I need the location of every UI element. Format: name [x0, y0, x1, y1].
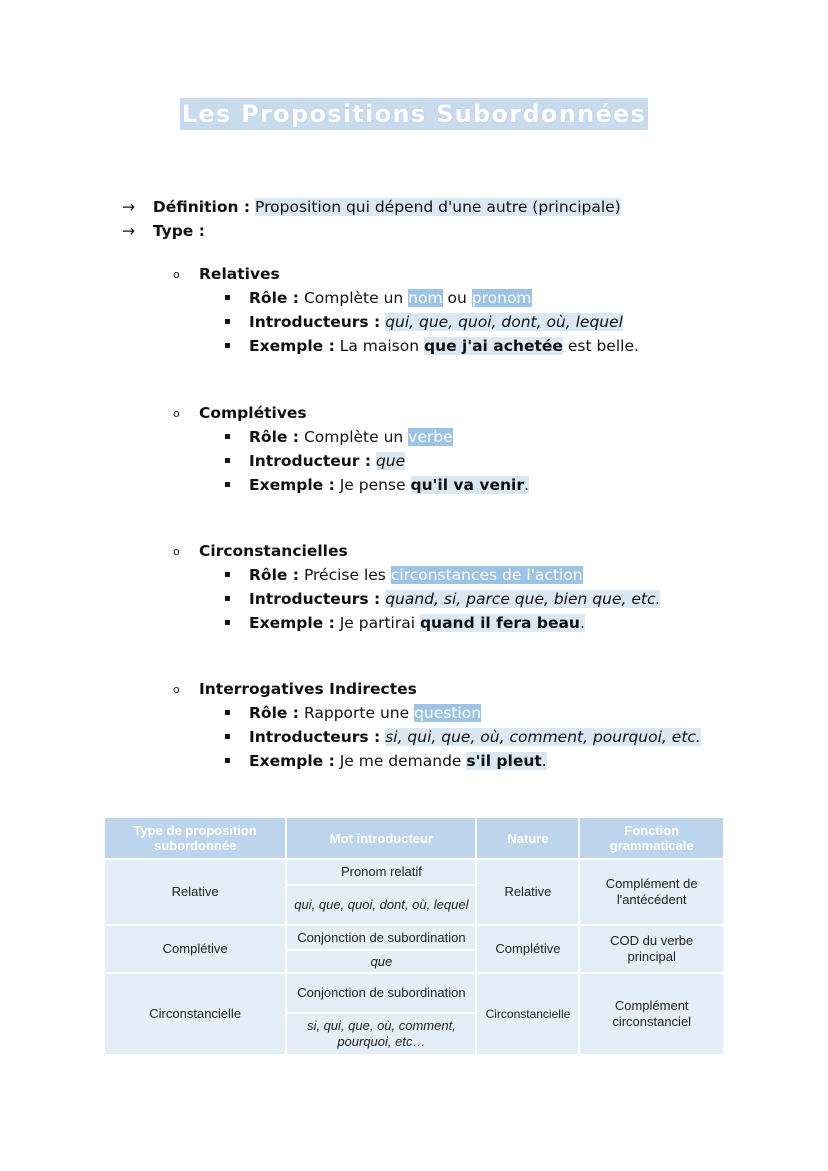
- nature-cell: Relative: [476, 859, 579, 925]
- introducers-text: quand, si, parce que, bien que, etc.: [385, 590, 661, 608]
- introducer-cell: Pronom relatif: [286, 859, 476, 885]
- example-label: Exemple :: [249, 476, 335, 494]
- table-header-row: [104, 817, 724, 859]
- example-label: Exemple :: [249, 752, 335, 770]
- role-highlight: circonstances de l'action: [390, 566, 583, 584]
- role-label: Rôle :: [249, 428, 300, 446]
- example-label: Exemple :: [249, 337, 335, 355]
- square-bullet-icon: ▪: [224, 431, 231, 442]
- square-bullet-icon: ▪: [224, 617, 231, 628]
- example-highlight: s'il pleut: [466, 752, 542, 770]
- introducers-label: Introducteurs :: [249, 590, 381, 608]
- square-bullet-icon: ▪: [224, 593, 231, 604]
- table-row: [104, 925, 724, 950]
- section-heading: Complétives: [199, 404, 307, 422]
- introducers-label: Introducteur :: [249, 452, 372, 470]
- example-highlight: que j'ai achetée: [424, 337, 563, 355]
- role-label: Rôle :: [249, 289, 300, 307]
- function-cell: Complément circonstanciel: [579, 973, 724, 1055]
- example-text: est belle.: [567, 337, 639, 355]
- role-highlight: question: [414, 704, 482, 722]
- introducers-label: Introducteurs :: [249, 728, 381, 746]
- example-highlight: qu'il va venir: [410, 476, 524, 494]
- type-cell: Complétive: [104, 925, 286, 973]
- square-bullet-icon: ▪: [224, 707, 231, 718]
- page-title: Les Propositions Subordonnées: [181, 100, 647, 128]
- example-text: .: [541, 752, 547, 770]
- page-title-wrap: [0, 100, 828, 128]
- circle-bullet-icon: o: [173, 268, 180, 281]
- table-row: [104, 973, 724, 1013]
- table-row: [104, 859, 724, 885]
- square-bullet-icon: ▪: [224, 569, 231, 580]
- role-text: ou: [447, 289, 467, 307]
- role-label: Rôle :: [249, 566, 300, 584]
- introducer-examples-cell: que: [286, 950, 476, 973]
- square-bullet-icon: ▪: [224, 292, 231, 303]
- role-line: [249, 702, 481, 724]
- column-header: Nature: [476, 817, 579, 859]
- introducer-examples-cell: qui, que, quoi, dont, où, lequel: [286, 885, 476, 925]
- nature-cell: Circonstancielle: [476, 973, 579, 1055]
- example-line: [249, 750, 547, 772]
- role-text: Précise les: [303, 566, 386, 584]
- role-text: Rapporte une: [303, 704, 410, 722]
- column-header: Fonction grammaticale: [579, 817, 724, 859]
- introducer-cell: Conjonction de subordination: [286, 925, 476, 950]
- square-bullet-icon: ▪: [224, 755, 231, 766]
- type-label: Type :: [152, 222, 205, 240]
- introducers-line: [249, 311, 623, 333]
- introducers-text: qui, que, quoi, dont, où, lequel: [385, 313, 623, 331]
- section-heading: Interrogatives Indirectes: [199, 680, 417, 698]
- arrow-icon: →: [122, 222, 135, 240]
- role-text: Complète un: [303, 428, 404, 446]
- example-text: Je pense: [339, 476, 406, 494]
- role-text: Complète un: [303, 289, 404, 307]
- introducer-cell: Conjonction de subordination: [286, 973, 476, 1013]
- example-line: [249, 335, 639, 357]
- introducers-line: [249, 726, 701, 748]
- square-bullet-icon: ▪: [224, 316, 231, 327]
- arrow-icon: →: [122, 198, 135, 216]
- role-highlight: verbe: [408, 428, 453, 446]
- role-highlight: pronom: [471, 289, 532, 307]
- definition-text: Proposition qui dépend d'une autre (principale): [255, 198, 621, 216]
- introducers-label: Introducteurs :: [249, 313, 381, 331]
- example-line: [249, 474, 529, 496]
- example-line: [249, 612, 585, 634]
- type-line: [122, 220, 205, 242]
- example-text: La maison: [339, 337, 420, 355]
- example-text: .: [579, 614, 585, 632]
- square-bullet-icon: ▪: [224, 731, 231, 742]
- section-heading: Relatives: [199, 265, 280, 283]
- role-highlight: nom: [408, 289, 443, 307]
- circle-bullet-icon: o: [173, 407, 180, 420]
- square-bullet-icon: ▪: [224, 455, 231, 466]
- role-line: [249, 287, 532, 309]
- definition-label: Définition :: [152, 198, 251, 216]
- introducers-line: [249, 450, 405, 472]
- role-line: [249, 426, 453, 448]
- example-label: Exemple :: [249, 614, 335, 632]
- definition-line: [122, 196, 621, 218]
- nature-cell: Complétive: [476, 925, 579, 973]
- square-bullet-icon: ▪: [224, 479, 231, 490]
- role-line: [249, 564, 583, 586]
- function-cell: COD du verbe principal: [579, 925, 724, 973]
- circle-bullet-icon: o: [173, 683, 180, 696]
- square-bullet-icon: ▪: [224, 340, 231, 351]
- introducers-text: que: [375, 452, 406, 470]
- type-cell: Relative: [104, 859, 286, 925]
- introducers-line: [249, 588, 660, 610]
- introducers-text: si, qui, que, où, comment, pourquoi, etc.: [385, 728, 701, 746]
- column-header: Mot introducteur: [286, 817, 476, 859]
- type-cell: Circonstancielle: [104, 973, 286, 1055]
- function-cell: Complément de l'antécédent: [579, 859, 724, 925]
- role-label: Rôle :: [249, 704, 300, 722]
- circle-bullet-icon: o: [173, 545, 180, 558]
- example-highlight: quand il fera beau: [419, 614, 580, 632]
- section-heading: Circonstancielles: [199, 542, 348, 560]
- column-header: Type de proposition subordonnée: [104, 817, 286, 859]
- example-text: Je me demande: [339, 752, 462, 770]
- summary-table: [103, 816, 725, 1056]
- example-text: Je partirai: [339, 614, 416, 632]
- introducer-examples-cell: si, qui, que, où, comment, pourquoi, etc…: [286, 1013, 476, 1055]
- example-text: .: [523, 476, 529, 494]
